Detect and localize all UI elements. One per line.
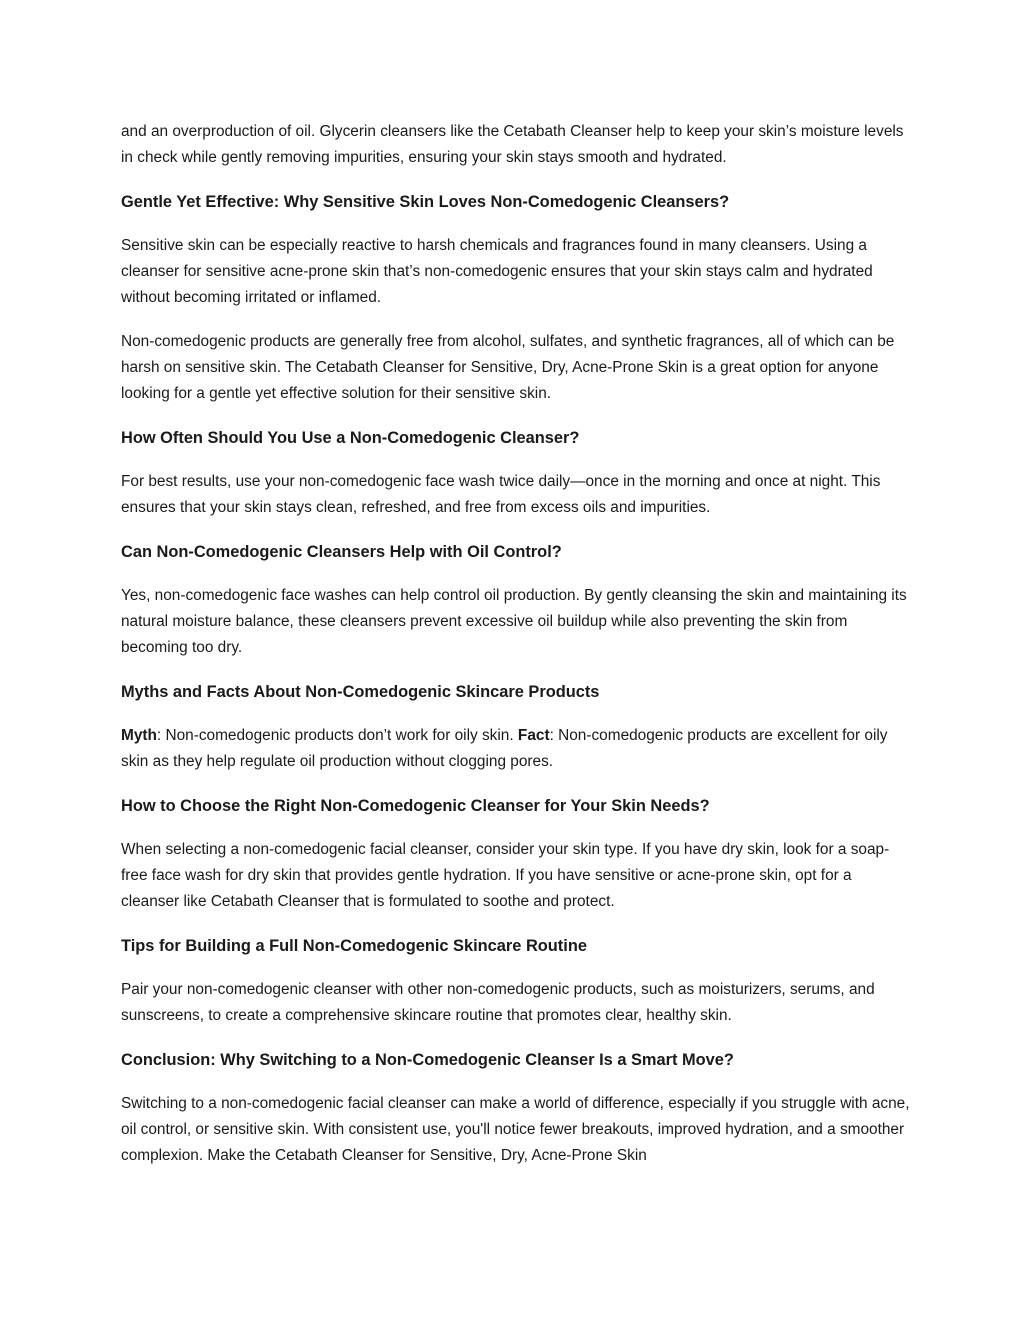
section-paragraph: Pair your non-comedogenic cleanser with other non-comedogenic products, such as moisturizers, serums, and sunscreens, to create a comprehensive skincare routine that promotes clear, healthy skin. [121,981,875,1024]
section-heading-oil-control: Can Non-Comedogenic Cleansers Help with Oil Control? [121,543,562,561]
myth-text: : Non-comedogenic products don’t work for oily skin. [156,727,518,744]
section-paragraph: Sensitive skin can be especially reactive to harsh chemicals and fragrances found in many cleansers. Using a cleanser for sensitive acne-prone skin that’s non-comedogenic ensures that your skin stays calm and hydrated without becoming irritated or inflamed. [121,237,873,306]
section-heading-choose-cleanser: How to Choose the Right Non-Comedogenic Cleanser for Your Skin Needs? [121,797,710,815]
myth-fact-paragraph [121,723,911,775]
section-heading-myths-facts: Myths and Facts About Non-Comedogenic Skincare Products [121,683,600,701]
section-paragraph: For best results, use your non-comedogenic face wash twice daily—once in the morning and once at night. This ensures that your skin stays clean, refreshed, and free from excess oils and impurities. [121,473,881,516]
section-paragraph: When selecting a non-comedogenic facial cleanser, consider your skin type. If you have dry skin, look for a soap-free face wash for dry skin that provides gentle hydration. If you have sensitive or acne-prone skin, opt for a cleanser like Cetabath Cleanser that is formulated to soothe and protect. [121,841,890,910]
section-heading-conclusion: Conclusion: Why Switching to a Non-Comedogenic Cleanser Is a Smart Move? [121,1051,734,1069]
myth-label: Myth [121,727,157,744]
fact-label: Fact [517,727,550,744]
intro-paragraph: and an overproduction of oil. Glycerin cleansers like the Cetabath Cleanser help to keep your skin’s moisture levels in check while gently removing impurities, ensuring your skin stays smooth and hydrated. [121,123,904,166]
document-page [121,119,911,1187]
section-heading-sensitive-skin: Gentle Yet Effective: Why Sensitive Skin Loves Non-Comedogenic Cleansers? [121,193,730,211]
fact-text: : Non-comedogenic products are excellent for oily skin as they help regulate oil production without clogging pores. [121,727,888,770]
section-paragraph: Yes, non-comedogenic face washes can help control oil production. By gently cleansing the skin and maintaining its natural moisture balance, these cleansers prevent excessive oil buildup while also preventing the skin from becoming too dry. [121,587,907,656]
section-heading-routine-tips: Tips for Building a Full Non-Comedogenic Skincare Routine [121,937,587,955]
section-paragraph: Non-comedogenic products are generally free from alcohol, sulfates, and synthetic fragrances, all of which can be harsh on sensitive skin. The Cetabath Cleanser for Sensitive, Dry, Acne-Prone Skin is a great option for anyone looking for a gentle yet effective solution for their sensitive skin. [121,333,895,402]
section-heading-how-often: How Often Should You Use a Non-Comedogenic Cleanser? [121,429,580,447]
section-paragraph: Switching to a non-comedogenic facial cleanser can make a world of difference, especially if you struggle with acne, oil control, or sensitive skin. With consistent use, you'll notice fewer breakouts, improved hydration, and a smoother complexion. Make the Cetabath Cleanser for Sensitive, Dry, Acne-Prone Skin [121,1095,910,1164]
